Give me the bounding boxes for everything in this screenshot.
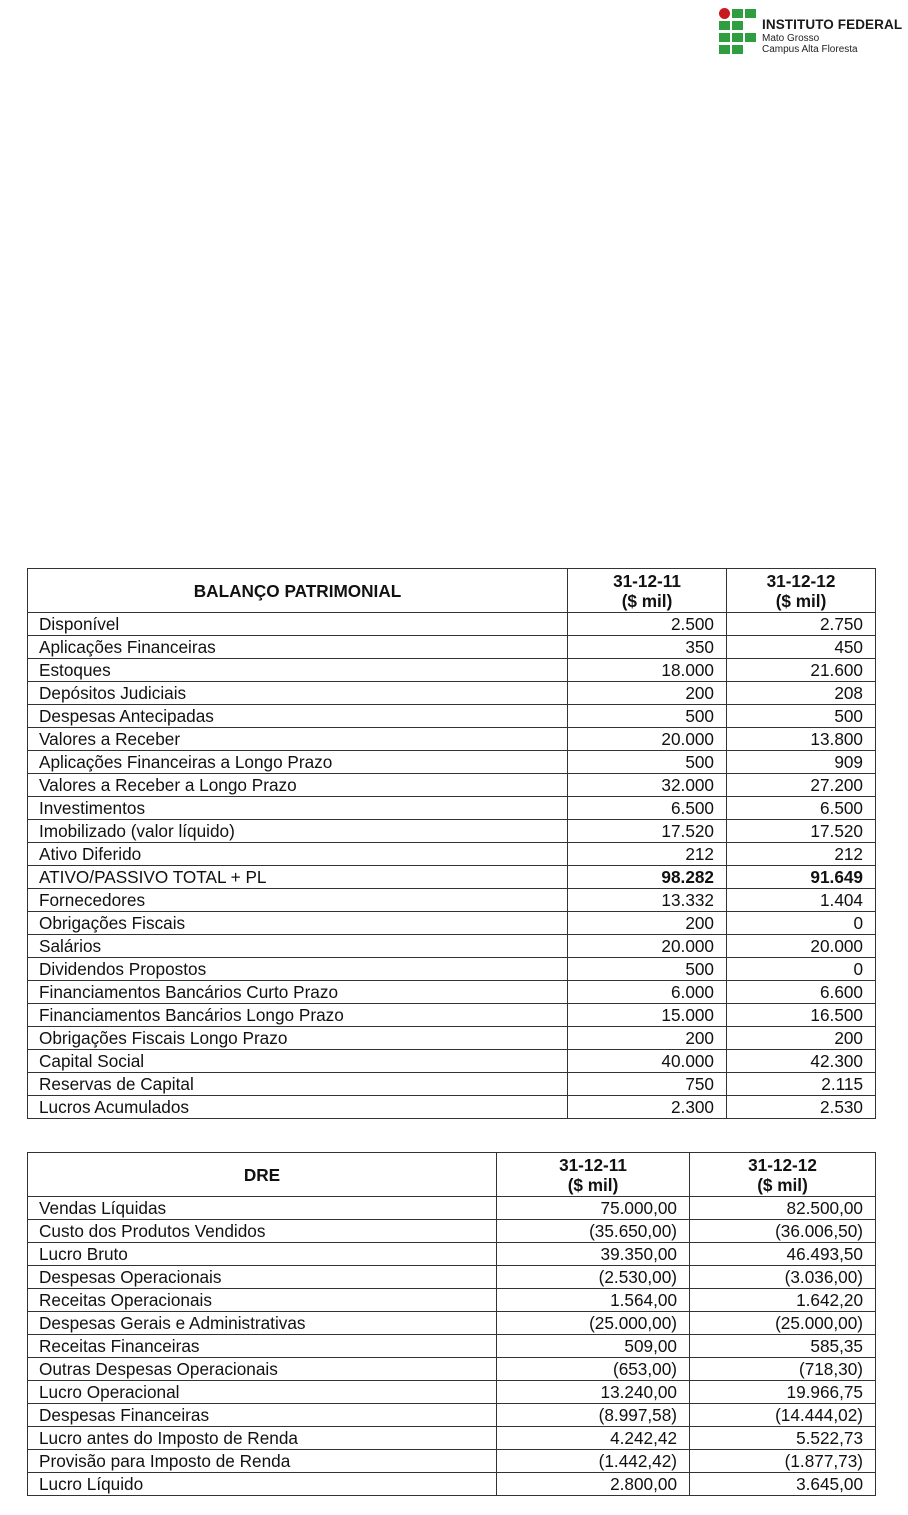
table-row [28, 659, 876, 682]
row-label: Investimentos [28, 797, 568, 820]
value-2011: 40.000 [568, 1050, 727, 1073]
value-2011: (2.530,00) [497, 1266, 690, 1289]
value-2011: 350 [568, 636, 727, 659]
table-row [28, 728, 876, 751]
column-date: 31-12-11 [613, 570, 681, 591]
table-row [28, 912, 876, 935]
table-row [28, 981, 876, 1004]
value-2012: (718,30) [690, 1358, 876, 1381]
value-2012: 46.493,50 [690, 1243, 876, 1266]
value-2011: 750 [568, 1073, 727, 1096]
row-label: Obrigações Fiscais Longo Prazo [28, 1027, 568, 1050]
balance-sheet-body [28, 613, 876, 1119]
value-2012: 212 [727, 843, 876, 866]
value-2012: (1.877,73) [690, 1450, 876, 1473]
column-unit: ($ mil) [775, 590, 827, 611]
income-statement-table [27, 1152, 876, 1496]
row-label: Depósitos Judiciais [28, 682, 568, 705]
row-label: Provisão para Imposto de Renda [28, 1450, 497, 1473]
value-2011: 200 [568, 912, 727, 935]
table-row [28, 1335, 876, 1358]
row-label: Despesas Antecipadas [28, 705, 568, 728]
value-2012: 1.404 [727, 889, 876, 912]
value-2011: 2.500 [568, 613, 727, 636]
table-row [28, 958, 876, 981]
table-row [28, 843, 876, 866]
table-row [28, 1473, 876, 1496]
value-2011: 500 [568, 751, 727, 774]
value-2012: 42.300 [727, 1050, 876, 1073]
value-2012: 21.600 [727, 659, 876, 682]
value-2011: 200 [568, 1027, 727, 1050]
value-2011: 500 [568, 705, 727, 728]
value-2012: 6.600 [727, 981, 876, 1004]
row-label: Lucro Bruto [28, 1243, 497, 1266]
row-label: Receitas Operacionais [28, 1289, 497, 1312]
table-row [28, 1197, 876, 1220]
value-2012: 2.115 [727, 1073, 876, 1096]
row-label: Estoques [28, 659, 568, 682]
income-statement-header-row [28, 1153, 876, 1197]
balance-sheet-table [27, 568, 876, 1119]
value-2012: 27.200 [727, 774, 876, 797]
row-label: Obrigações Fiscais [28, 912, 568, 935]
table-row [28, 1312, 876, 1335]
row-label: Lucro Líquido [28, 1473, 497, 1496]
value-2011: 39.350,00 [497, 1243, 690, 1266]
value-2012: 82.500,00 [690, 1197, 876, 1220]
value-2011: 18.000 [568, 659, 727, 682]
value-2012: 208 [727, 682, 876, 705]
value-2012: 0 [727, 958, 876, 981]
table-row [28, 1243, 876, 1266]
table-row [28, 751, 876, 774]
value-2011: 2.300 [568, 1096, 727, 1119]
table-row [28, 1404, 876, 1427]
table-row [28, 797, 876, 820]
row-label: Disponível [28, 613, 568, 636]
institution-logo [719, 8, 904, 58]
table-row [28, 1289, 876, 1312]
row-label: Custo dos Produtos Vendidos [28, 1220, 497, 1243]
row-label: Financiamentos Bancários Curto Prazo [28, 981, 568, 1004]
column-header-2011 [497, 1153, 690, 1197]
row-label: Valores a Receber a Longo Prazo [28, 774, 568, 797]
table-row [28, 935, 876, 958]
value-2012: 909 [727, 751, 876, 774]
table-row [28, 820, 876, 843]
income-statement-title: DRE [28, 1153, 497, 1197]
value-2012: 17.520 [727, 820, 876, 843]
value-2012: 13.800 [727, 728, 876, 751]
value-2011: 4.242,42 [497, 1427, 690, 1450]
row-label: Lucro Operacional [28, 1381, 497, 1404]
row-label: Ativo Diferido [28, 843, 568, 866]
value-2011: 17.520 [568, 820, 727, 843]
value-2011: 500 [568, 958, 727, 981]
row-label: Reservas de Capital [28, 1073, 568, 1096]
value-2012: (25.000,00) [690, 1312, 876, 1335]
value-2012: 91.649 [727, 866, 876, 889]
value-2011: 13.332 [568, 889, 727, 912]
column-header-2011 [568, 569, 727, 613]
row-label: Lucro antes do Imposto de Renda [28, 1427, 497, 1450]
column-date: 31-12-11 [559, 1154, 627, 1175]
row-label: Outras Despesas Operacionais [28, 1358, 497, 1381]
value-2011: 98.282 [568, 866, 727, 889]
value-2012: (14.444,02) [690, 1404, 876, 1427]
row-label: Despesas Gerais e Administrativas [28, 1312, 497, 1335]
balance-sheet-header-row [28, 569, 876, 613]
table-row [28, 1450, 876, 1473]
value-2011: 509,00 [497, 1335, 690, 1358]
value-2011: (35.650,00) [497, 1220, 690, 1243]
value-2011: 32.000 [568, 774, 727, 797]
value-2011: 13.240,00 [497, 1381, 690, 1404]
table-row [28, 613, 876, 636]
column-header-2012 [690, 1153, 876, 1197]
value-2012: 1.642,20 [690, 1289, 876, 1312]
value-2012: 6.500 [727, 797, 876, 820]
value-2011: 6.000 [568, 981, 727, 1004]
table-row [28, 1096, 876, 1119]
value-2011: 1.564,00 [497, 1289, 690, 1312]
value-2012: 19.966,75 [690, 1381, 876, 1404]
value-2011: 20.000 [568, 728, 727, 751]
row-label: Fornecedores [28, 889, 568, 912]
value-2011: (25.000,00) [497, 1312, 690, 1335]
value-2011: 20.000 [568, 935, 727, 958]
value-2011: (8.997,58) [497, 1404, 690, 1427]
value-2011: 2.800,00 [497, 1473, 690, 1496]
row-label: Lucros Acumulados [28, 1096, 568, 1119]
row-label: Financiamentos Bancários Longo Prazo [28, 1004, 568, 1027]
column-unit: ($ mil) [567, 1174, 619, 1195]
value-2012: (3.036,00) [690, 1266, 876, 1289]
table-row [28, 889, 876, 912]
if-logo-mark-icon [719, 8, 759, 54]
table-row [28, 636, 876, 659]
table-row [28, 866, 876, 889]
column-header-2012 [727, 569, 876, 613]
table-row [28, 705, 876, 728]
column-unit: ($ mil) [621, 590, 673, 611]
row-label: Valores a Receber [28, 728, 568, 751]
value-2012: 0 [727, 912, 876, 935]
row-label: Receitas Financeiras [28, 1335, 497, 1358]
value-2011: (653,00) [497, 1358, 690, 1381]
value-2012: 2.530 [727, 1096, 876, 1119]
column-date: 31-12-12 [766, 570, 836, 591]
value-2011: 6.500 [568, 797, 727, 820]
income-statement-body [28, 1197, 876, 1496]
row-label: Despesas Operacionais [28, 1266, 497, 1289]
table-row [28, 1050, 876, 1073]
value-2012: 500 [727, 705, 876, 728]
value-2012: 2.750 [727, 613, 876, 636]
value-2012: 200 [727, 1027, 876, 1050]
row-label: ATIVO/PASSIVO TOTAL + PL [28, 866, 568, 889]
column-unit: ($ mil) [757, 1174, 808, 1195]
row-label: Imobilizado (valor líquido) [28, 820, 568, 843]
table-row [28, 1027, 876, 1050]
value-2011: 212 [568, 843, 727, 866]
row-label: Aplicações Financeiras a Longo Prazo [28, 751, 568, 774]
value-2012: 3.645,00 [690, 1473, 876, 1496]
table-row [28, 1427, 876, 1450]
table-row [28, 1073, 876, 1096]
value-2012: 585,35 [690, 1335, 876, 1358]
row-label: Dividendos Propostos [28, 958, 568, 981]
table-row [28, 1358, 876, 1381]
row-label: Aplicações Financeiras [28, 636, 568, 659]
row-label: Capital Social [28, 1050, 568, 1073]
value-2012: (36.006,50) [690, 1220, 876, 1243]
value-2012: 450 [727, 636, 876, 659]
logo-subtitle-campus: Campus Alta Floresta [762, 44, 858, 55]
value-2011: 15.000 [568, 1004, 727, 1027]
value-2012: 20.000 [727, 935, 876, 958]
value-2011: 200 [568, 682, 727, 705]
column-date: 31-12-12 [748, 1154, 817, 1175]
row-label: Salários [28, 935, 568, 958]
logo-subtitle-state: Mato Grosso [762, 33, 820, 44]
table-row [28, 1381, 876, 1404]
logo-title: INSTITUTO FEDERAL [762, 17, 903, 32]
table-row [28, 1266, 876, 1289]
value-2012: 5.522,73 [690, 1427, 876, 1450]
table-row [28, 682, 876, 705]
table-row [28, 1004, 876, 1027]
value-2011: 75.000,00 [497, 1197, 690, 1220]
table-row [28, 1220, 876, 1243]
table-row [28, 774, 876, 797]
value-2012: 16.500 [727, 1004, 876, 1027]
balance-sheet-title: BALANÇO PATRIMONIAL [28, 569, 568, 613]
value-2011: (1.442,42) [497, 1450, 690, 1473]
row-label: Vendas Líquidas [28, 1197, 497, 1220]
row-label: Despesas Financeiras [28, 1404, 497, 1427]
